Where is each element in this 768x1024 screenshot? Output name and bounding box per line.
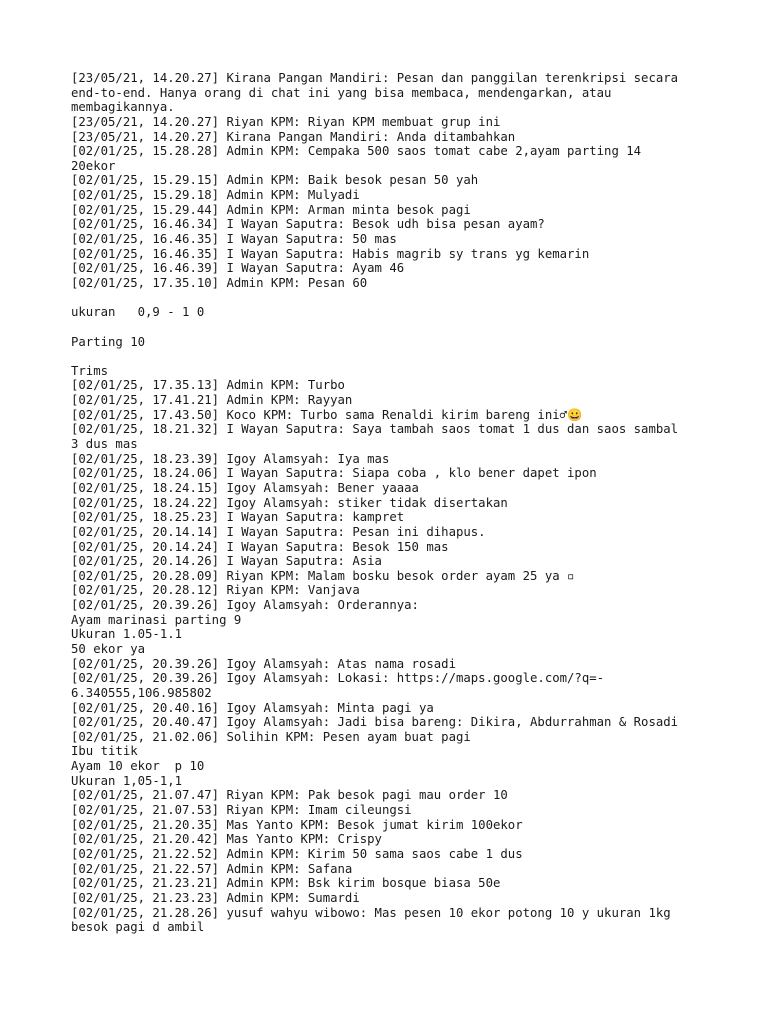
transcript-line: [02/01/25, 16.46.39] I Wayan Saputra: Ayam 46 xyxy=(71,261,405,276)
transcript-line: [02/01/25, 17.35.10] Admin KPM: Pesan 60 xyxy=(71,275,368,290)
transcript-line: Ayam marinasi parting 9 xyxy=(71,612,242,627)
transcript-line: [02/01/25, 17.43.50] Koco KPM: Turbo sama Renaldi kirim bareng ini♂😀 xyxy=(71,407,583,422)
transcript-line: [02/01/25, 15.29.15] Admin KPM: Baik besok pesan 50 yah xyxy=(71,173,479,188)
transcript-line: [02/01/25, 15.29.18] Admin KPM: Mulyadi xyxy=(71,188,360,203)
transcript-line: [02/01/25, 18.24.22] Igoy Alamsyah: stiker tidak disertakan xyxy=(71,495,508,510)
transcript-line: ukuran 0,9 - 1 0 xyxy=(71,305,205,320)
transcript-line: 20ekor xyxy=(71,158,116,173)
transcript-line: [02/01/25, 15.29.44] Admin KPM: Arman minta besok pagi xyxy=(71,202,471,217)
transcript-line: [02/01/25, 21.02.06] Solihin KPM: Pesen ayam buat pagi xyxy=(71,729,471,744)
transcript-line: [02/01/25, 20.14.26] I Wayan Saputra: Asia xyxy=(71,554,382,569)
blank-line xyxy=(71,291,751,306)
transcript-line: Parting 10 xyxy=(71,334,146,349)
transcript-line: [02/01/25, 20.28.12] Riyan KPM: Vanjava xyxy=(71,583,360,598)
transcript-line: Ayam 10 ekor p 10 xyxy=(71,759,205,774)
transcript-line: 6.340555,106.985802 xyxy=(71,685,212,700)
transcript-line: [02/01/25, 20.40.16] Igoy Alamsyah: Minta pagi ya xyxy=(71,700,434,715)
transcript-line: [02/01/25, 18.21.32] I Wayan Saputra: Saya tambah saos tomat 1 dus dan saos sambal xyxy=(71,422,679,437)
transcript-line: [02/01/25, 20.28.09] Riyan KPM: Malam bosku besok order ayam 25 ya ▫ xyxy=(71,568,575,583)
transcript-line: [02/01/25, 20.39.26] Igoy Alamsyah: Orderannya: xyxy=(71,598,419,613)
transcript-line: [02/01/25, 16.46.35] I Wayan Saputra: Habis magrib sy trans yg kemarin xyxy=(71,246,590,261)
transcript-line: [02/01/25, 15.28.28] Admin KPM: Cempaka 500 saos tomat cabe 2,ayam parting 14 xyxy=(71,144,642,159)
transcript-line: [02/01/25, 21.22.57] Admin KPM: Safana xyxy=(71,861,353,876)
transcript-line: Ukuran 1.05-1.1 xyxy=(71,627,183,642)
transcript-line: 3 dus mas xyxy=(71,437,138,452)
transcript-line: [02/01/25, 21.20.35] Mas Yanto KPM: Besok jumat kirim 100ekor xyxy=(71,817,523,832)
transcript-line: [02/01/25, 21.07.53] Riyan KPM: Imam cileungsi xyxy=(71,803,412,818)
transcript-line: [02/01/25, 17.41.21] Admin KPM: Rayyan xyxy=(71,393,353,408)
transcript-line: [02/01/25, 20.39.26] Igoy Alamsyah: Lokasi: https://maps.google.com/?q=- xyxy=(71,671,605,686)
transcript-line: [02/01/25, 18.24.15] Igoy Alamsyah: Bener yaaaa xyxy=(71,480,419,495)
transcript-line: [02/01/25, 21.20.42] Mas Yanto KPM: Crispy xyxy=(71,832,382,847)
transcript-line: membagikannya. xyxy=(71,100,175,115)
transcript-line: [02/01/25, 21.23.21] Admin KPM: Bsk kirim bosque biasa 50e xyxy=(71,876,501,891)
blank-line xyxy=(71,349,751,364)
transcript-line: [02/01/25, 18.24.06] I Wayan Saputra: Siapa coba , klo bener dapet ipon xyxy=(71,466,597,481)
transcript-line: Trims xyxy=(71,363,109,378)
transcript-line: Ukuran 1,05-1,1 xyxy=(71,773,183,788)
transcript-line: [02/01/25, 20.40.47] Igoy Alamsyah: Jadi bisa bareng: Dikira, Abdurrahman & Rosadi xyxy=(71,715,679,730)
transcript-line: [02/01/25, 20.14.24] I Wayan Saputra: Besok 150 mas xyxy=(71,539,449,554)
transcript-line: [02/01/25, 21.07.47] Riyan KPM: Pak besok pagi mau order 10 xyxy=(71,788,508,803)
transcript-line: [02/01/25, 18.23.39] Igoy Alamsyah: Iya mas xyxy=(71,451,390,466)
transcript-line: [02/01/25, 20.14.14] I Wayan Saputra: Pesan ini dihapus. xyxy=(71,524,486,539)
transcript-line: end-to-end. Hanya orang di chat ini yang bisa membaca, mendengarkan, atau xyxy=(71,85,612,100)
transcript-line: [02/01/25, 20.39.26] Igoy Alamsyah: Atas nama rosadi xyxy=(71,656,456,671)
transcript-line: [02/01/25, 21.22.52] Admin KPM: Kirim 50 sama saos cabe 1 dus xyxy=(71,846,523,861)
chat-transcript xyxy=(71,71,751,935)
transcript-line: [02/01/25, 17.35.13] Admin KPM: Turbo xyxy=(71,378,345,393)
transcript-line: [02/01/25, 21.23.23] Admin KPM: Sumardi xyxy=(71,890,360,905)
blank-line xyxy=(71,320,751,335)
transcript-line: [02/01/25, 21.28.26] yusuf wahyu wibowo: Mas pesen 10 ekor potong 10 y ukuran 1kg xyxy=(71,905,671,920)
transcript-line: 50 ekor ya xyxy=(71,641,146,656)
transcript-line: [23/05/21, 14.20.27] Riyan KPM: Riyan KPM membuat grup ini xyxy=(71,114,501,129)
transcript-line: [23/05/21, 14.20.27] Kirana Pangan Mandiri: Anda ditambahkan xyxy=(71,129,516,144)
transcript-line: [23/05/21, 14.20.27] Kirana Pangan Mandiri: Pesan dan panggilan terenkripsi secara xyxy=(71,71,679,85)
transcript-line: [02/01/25, 16.46.35] I Wayan Saputra: 50 mas xyxy=(71,232,397,247)
transcript-line: Ibu titik xyxy=(71,744,138,759)
transcript-line: [02/01/25, 16.46.34] I Wayan Saputra: Besok udh bisa pesan ayam? xyxy=(71,217,545,232)
transcript-line: besok pagi d ambil xyxy=(71,920,205,935)
transcript-line: [02/01/25, 18.25.23] I Wayan Saputra: kampret xyxy=(71,510,405,525)
